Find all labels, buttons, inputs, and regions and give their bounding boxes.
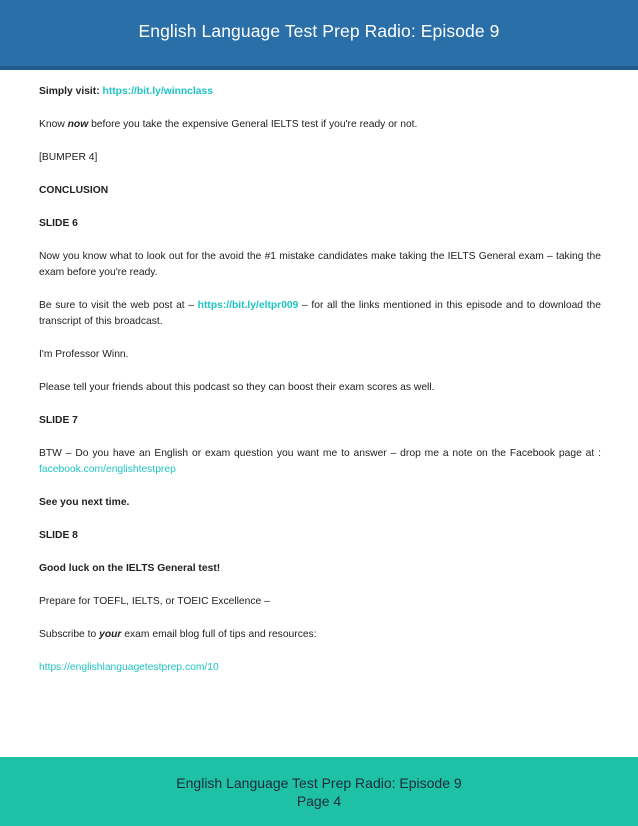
paragraph-see-you: See you next time. — [39, 497, 130, 508]
paragraph-good-luck: Good luck on the IELTS General test! — [39, 563, 221, 574]
paragraph-btw — [39, 446, 601, 478]
paragraph-tell-friends: Please tell your friends about this podcast so they can boost their exam scores as well. — [39, 382, 435, 393]
paragraph-site-link — [39, 660, 601, 676]
heading-conclusion: CONCLUSION — [39, 185, 109, 196]
paragraph-professor: I'm Professor Winn. — [39, 349, 129, 360]
text-span: before you take the expensive General IELTS test if you're ready or not. — [88, 119, 418, 130]
text-span: BTW – Do you have an English or exam question you want me to answer – drop me a note on the Facebook page at : — [39, 448, 601, 459]
heading-slide-6: SLIDE 6 — [39, 218, 78, 229]
facebook-link[interactable]: facebook.com/englishtestprep — [39, 464, 176, 475]
emphasis-now: now — [67, 119, 89, 130]
document-body — [39, 84, 601, 693]
visit-label: Simply visit: — [39, 86, 100, 97]
page-header — [0, 0, 638, 70]
eltpr009-link[interactable]: https://bit.ly/eltpr009 — [197, 300, 299, 311]
paragraph-web-post — [39, 298, 601, 330]
paragraph-now-you-know: Now you know what to look out for the avoid the #1 mistake candidates make taking the IELTS General exam – taking the exam before you're ready. — [39, 251, 601, 278]
text-span: Be sure to visit the web post at – — [39, 300, 198, 311]
paragraph-visit — [39, 84, 601, 100]
paragraph-subscribe — [39, 627, 601, 643]
paragraph-bumper: [BUMPER 4] — [39, 152, 98, 163]
page-footer — [0, 757, 638, 826]
heading-slide-8: SLIDE 8 — [39, 530, 78, 541]
header-title: English Language Test Prep Radio: Episode 9 — [138, 20, 500, 41]
heading-slide-7: SLIDE 7 — [39, 415, 78, 426]
footer-title: English Language Test Prep Radio: Episode 9 — [176, 774, 462, 791]
paragraph-prepare: Prepare for TOEFL, IELTS, or TOEIC Excellence – — [39, 596, 270, 607]
emphasis-your: your — [99, 629, 122, 640]
text-span: Know — [39, 119, 68, 130]
text-span: Subscribe to — [39, 629, 100, 640]
paragraph-know-now — [39, 117, 601, 133]
winnclass-link[interactable]: https://bit.ly/winnclass — [102, 86, 213, 97]
text-span: exam email blog full of tips and resources: — [121, 629, 317, 640]
text-span: – for all the links mentioned in this episode and to download the transcript of this broadcast. — [39, 300, 601, 327]
site-link[interactable]: https://englishlanguagetestprep.com/10 — [39, 662, 219, 673]
page-number: Page 4 — [296, 792, 342, 809]
